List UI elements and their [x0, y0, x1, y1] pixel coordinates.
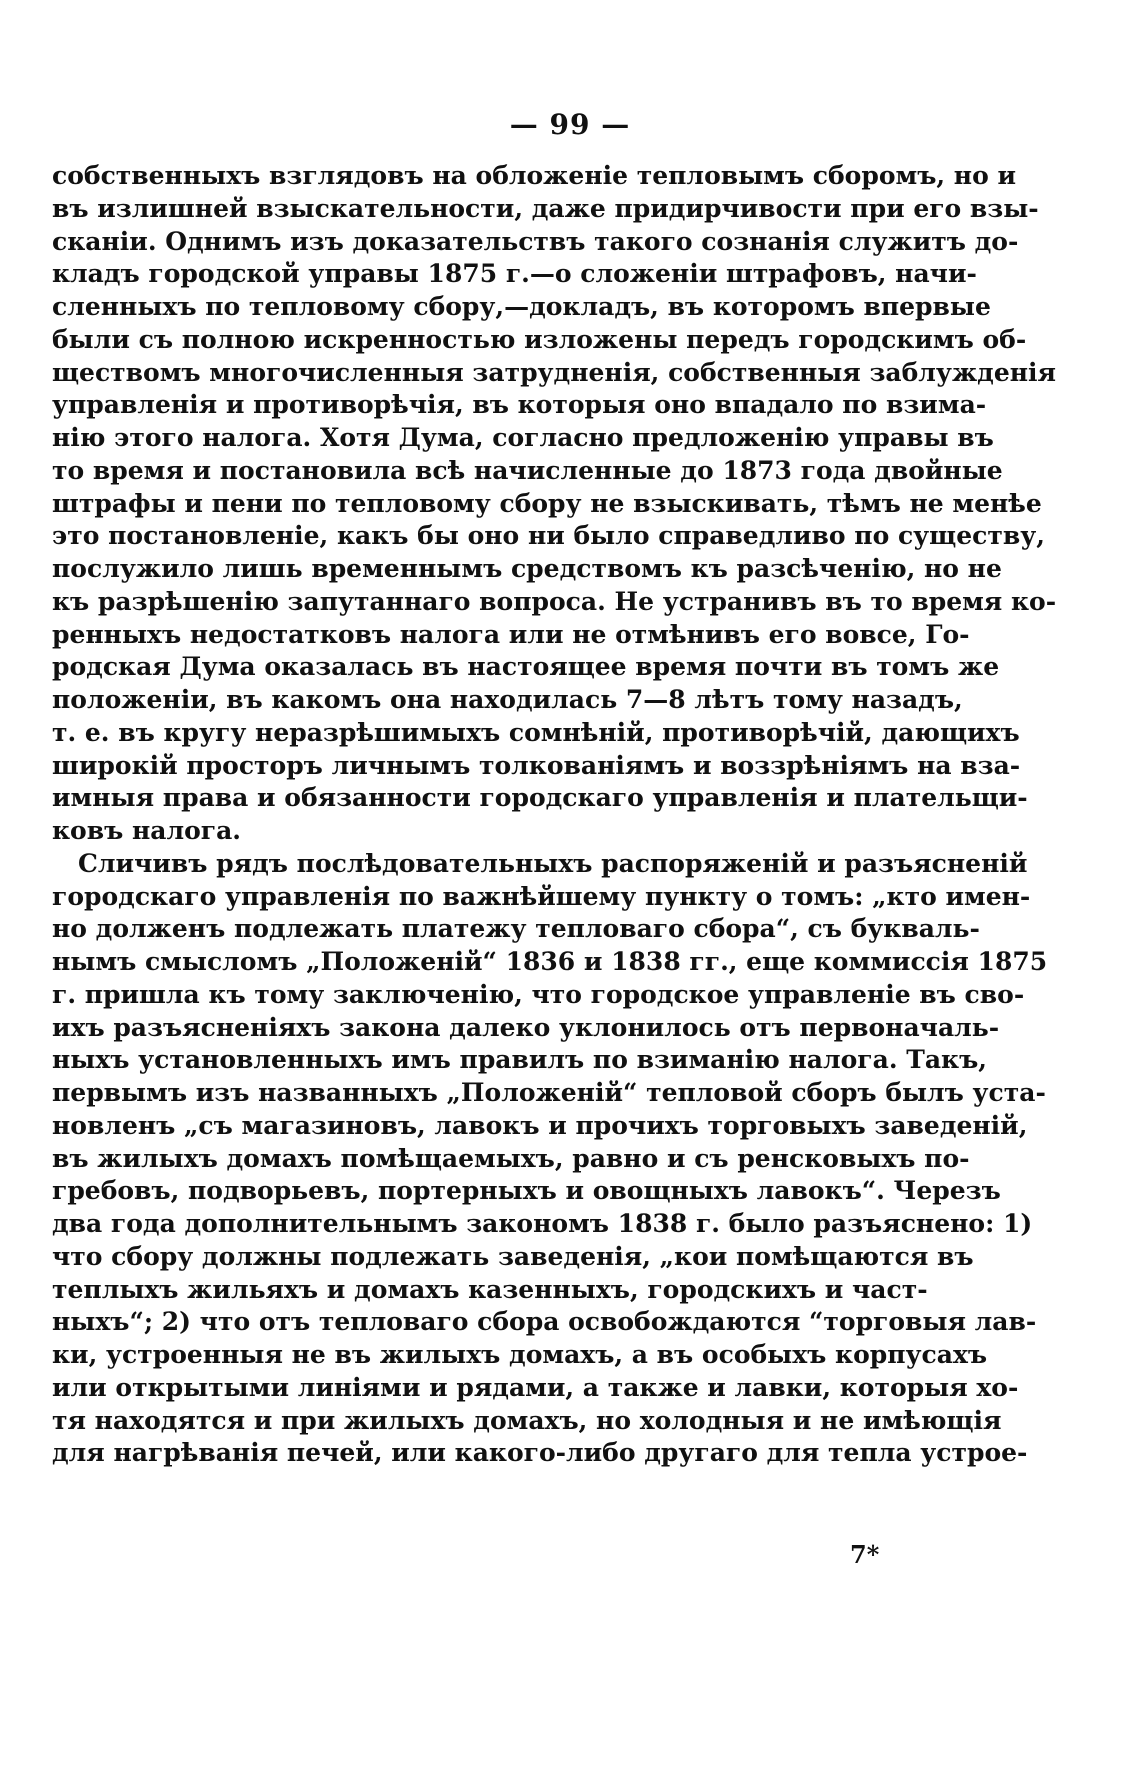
- text-line: нію этого налога. Хотя Дума, согласно предложенію управы въ: [52, 423, 994, 452]
- text-line: тя находятся и при жилыхъ домахъ, но холодныя и не имѣющія: [52, 1405, 1002, 1435]
- text-line: что сбору должны подлежать заведенія, „кои помѣщаются въ: [52, 1241, 974, 1271]
- text-line: широкій просторъ личнымъ толкованіямъ и воззрѣніямъ на вза-: [52, 750, 1021, 780]
- text-line: имныя права и обязанности городскаго управленія и плательщи-: [52, 783, 1028, 813]
- text-line: ныхъ“; 2) что отъ тепловаго сбора освобождаются “торговыя лав-: [52, 1307, 1037, 1337]
- text-line: городскаго управленія по важнѣйшему пункту о томъ: „кто имен-: [52, 881, 1031, 911]
- text-line: новленъ „съ магазиновъ, лавокъ и прочихъ торговыхъ заведеній,: [52, 1110, 1028, 1140]
- text-line: ковъ налога.: [52, 816, 242, 845]
- text-line: ныхъ установленныхъ имъ правилъ по взиманію налога. Такъ,: [52, 1045, 987, 1075]
- text-line: кладъ городской управы 1875 г.—о сложеніи штрафовъ, начи-: [52, 259, 977, 289]
- text-line: то время и постановила всѣ начисленные до 1873 года двойные: [52, 455, 1003, 485]
- text-line: нымъ смысломъ „Положеній“ 1836 и 1838 гг., еще коммиссія 1875: [52, 947, 1048, 976]
- paragraph-1: [52, 160, 1057, 848]
- text-line: положеніи, въ какомъ она находилась 7—8 лѣтъ тому назадъ,: [52, 685, 963, 714]
- text-line: первымъ изъ названныхъ „Положеній“ тепловой сборъ былъ уста-: [52, 1078, 1046, 1107]
- text-line: къ разрѣшенію запутаннаго вопроса. Не устранивъ въ то время ко-: [52, 586, 1057, 616]
- text-line: ществомъ многочисленныя затрудненія, собственныя заблужденія: [52, 357, 1057, 387]
- text-line: ренныхъ недостатковъ налога или не отмѣнивъ его вовсе, Го-: [52, 619, 970, 649]
- text-line: были съ полною искренностью изложены передъ городскимъ об-: [52, 324, 1027, 354]
- text-line: но долженъ подлежать платежу тепловаго сбора“, съ букваль-: [52, 914, 980, 944]
- text-line: гребовъ, подворьевъ, портерныхъ и овощныхъ лавокъ“. Черезъ: [52, 1176, 1001, 1206]
- body-text: [52, 160, 1057, 1470]
- text-line: въ жилыхъ домахъ помѣщаемыхъ, равно и съ ренсковыхъ по-: [52, 1143, 970, 1173]
- text-line: теплыхъ жильяхъ и домахъ казенныхъ, городскихъ и част-: [52, 1274, 928, 1304]
- text-line: Сличивъ рядъ послѣдовательныхъ распоряженій и разъясненій: [78, 848, 1028, 878]
- text-line: сленныхъ по тепловому сбору,—докладъ, въ которомъ впервые: [52, 292, 991, 321]
- signature-mark: 7*: [850, 1540, 880, 1569]
- text-line: въ излишней взыскательности, даже придирчивости при его взы-: [52, 193, 1039, 223]
- text-line: т. е. въ кругу неразрѣшимыхъ сомнѣній, противорѣчій, дающихъ: [52, 717, 1020, 747]
- text-line: г. пришла къ тому заключенію, что городское управленіе въ сво-: [52, 979, 1025, 1009]
- text-line: штрафы и пени по тепловому сбору не взыскивать, тѣмъ не менѣе: [52, 488, 1042, 518]
- text-line: или открытыми линіями и рядами, а также и лавки, которыя хо-: [52, 1372, 1019, 1402]
- text-line: сканіи. Однимъ изъ доказательствъ такого сознанія служитъ до-: [52, 226, 1019, 256]
- text-line: послужило лишь временнымъ средствомъ къ разсѣченію, но не: [52, 554, 1002, 583]
- text-line: ихъ разъясненіяхъ закона далеко уклонилось отъ первоначаль-: [52, 1012, 1000, 1042]
- text-line: ки, устроенныя не въ жилыхъ домахъ, а въ особыхъ корпусахъ: [52, 1340, 988, 1369]
- text-line: собственныхъ взглядовъ на обложеніе тепловымъ сборомъ, но и: [52, 161, 1017, 190]
- text-line: это постановленіе, какъ бы оно ни было справедливо по существу,: [52, 521, 1045, 551]
- page-number: — 99 —: [509, 108, 631, 141]
- text-line: для нагрѣванія печей, или какого-либо другаго для тепла устрое-: [52, 1438, 1028, 1468]
- text-line: управленія и противорѣчія, въ которыя оно впадало по взима-: [52, 390, 987, 420]
- text-line: родская Дума оказалась въ настоящее время почти въ томъ же: [52, 652, 1000, 682]
- text-line: два года дополнительнымъ закономъ 1838 г. было разъяснено: 1): [52, 1209, 1033, 1238]
- paragraph-2: [52, 848, 1048, 1470]
